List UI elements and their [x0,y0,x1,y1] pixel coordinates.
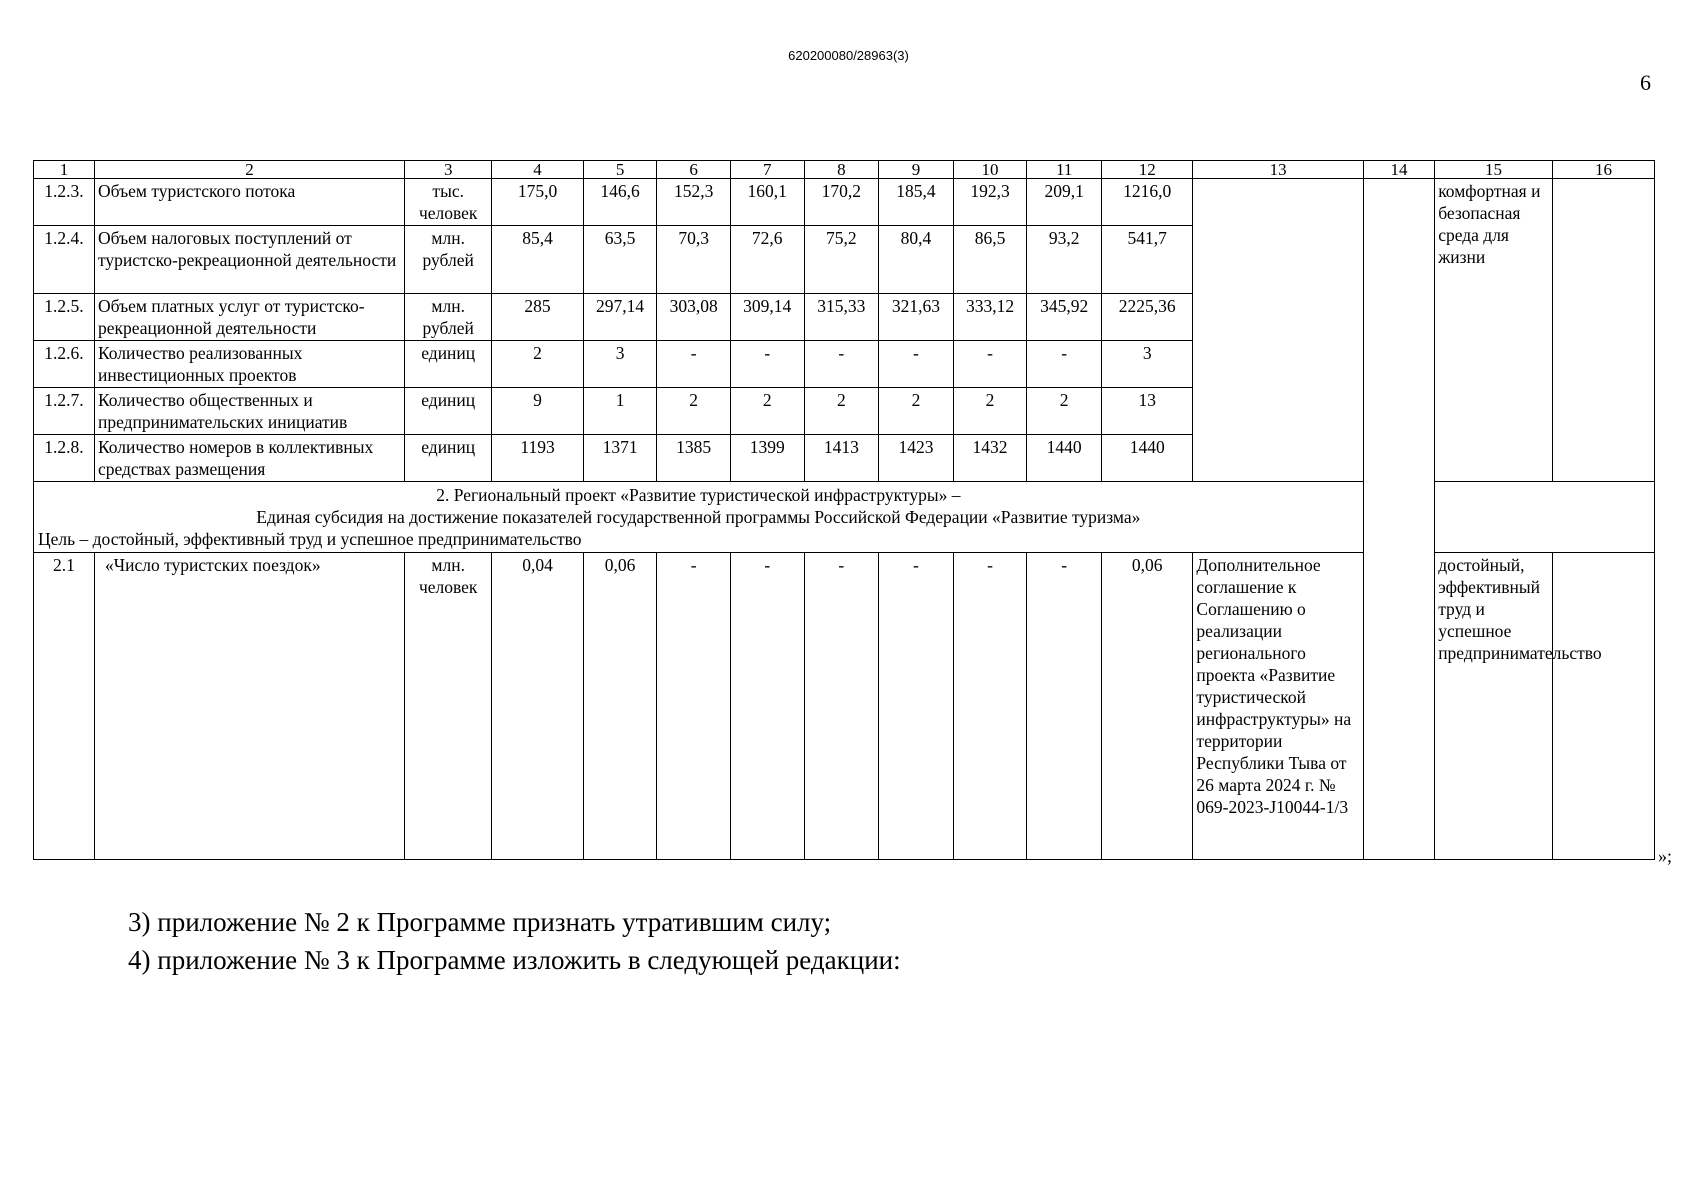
value-cell: - [657,553,731,860]
value-cell: 192,3 [953,179,1027,226]
value-cell: 297,14 [583,294,657,341]
col13-blank-cell [1193,179,1363,482]
value-cell: 1 [583,388,657,435]
value-cell: 2225,36 [1101,294,1192,341]
header-cell: 6 [657,161,731,179]
indicator-name: Количество общественных и предпринимательских инициатив [94,388,404,435]
row-number: 1.2.8. [34,435,95,482]
value-cell: 160,1 [730,179,804,226]
value-cell: 209,1 [1027,179,1102,226]
value-cell: - [804,341,879,388]
value-cell: 2 [730,388,804,435]
unit-cell: млн. человек [405,553,492,860]
value-cell: 1423 [879,435,954,482]
agreement-cell: Дополнительное соглашение к Соглашению о реализации регионального проекта «Развитие туристической инфраструктуры» на территории Республики Тыва от 26 марта 2024 г. № 069-2023-J10044-1/3 [1193,553,1363,860]
unit-cell: единиц [405,341,492,388]
value-cell: - [879,341,954,388]
value-cell: 309,14 [730,294,804,341]
value-cell: 0,06 [583,553,657,860]
indicator-name: Объем платных услуг от туристско-рекреационной деятельности [94,294,404,341]
indicator-name: Количество номеров в коллективных средствах размещения [94,435,404,482]
value-cell: 285 [492,294,583,341]
value-cell: 9 [492,388,583,435]
section-title: 2. Региональный проект «Развитие туристической инфраструктуры» – [436,485,961,505]
value-cell: 1440 [1101,435,1192,482]
row-number: 1.2.7. [34,388,95,435]
value-cell: 541,7 [1101,226,1192,294]
row-number: 1.2.3. [34,179,95,226]
indicators-table [33,160,1655,860]
section-subtitle: Единая субсидия на достижение показателей государственной программы Российской Федерации «Развитие туризма» [256,507,1141,527]
value-cell: 146,6 [583,179,657,226]
indicator-name: «Число туристских поездок» [94,553,404,860]
header-cell: 5 [583,161,657,179]
unit-cell: млн. рублей [405,226,492,294]
value-cell: - [730,553,804,860]
value-cell: 85,4 [492,226,583,294]
value-cell: 3 [1101,341,1192,388]
value-cell: 0,04 [492,553,583,860]
value-cell: 3 [583,341,657,388]
value-cell: 80,4 [879,226,954,294]
value-cell: - [1027,553,1102,860]
value-cell: 333,12 [953,294,1027,341]
col14-blank-cell [1363,179,1434,860]
value-cell: 2 [804,388,879,435]
header-cell: 1 [34,161,95,179]
header-cell: 12 [1101,161,1192,179]
unit-cell: млн. рублей [405,294,492,341]
header-cell: 3 [405,161,492,179]
section-blank-cell [1435,482,1655,553]
unit-cell: единиц [405,435,492,482]
value-cell: 1216,0 [1101,179,1192,226]
value-cell: - [879,553,954,860]
header-cell: 4 [492,161,583,179]
value-cell: - [804,553,879,860]
header-cell: 7 [730,161,804,179]
value-cell: 0,06 [1101,553,1192,860]
value-cell: 1371 [583,435,657,482]
value-cell: 63,5 [583,226,657,294]
value-cell: 1399 [730,435,804,482]
paragraph-3: 3) приложение № 2 к Программе признать утратившим силу; [128,907,832,937]
value-cell: 185,4 [879,179,954,226]
value-cell: 93,2 [1027,226,1102,294]
value-cell: 72,6 [730,226,804,294]
row-number: 1.2.5. [34,294,95,341]
header-cell: 2 [94,161,404,179]
value-cell: - [953,341,1027,388]
header-cell: 16 [1552,161,1654,179]
indicator-name: Объем налоговых поступлений от туристско-рекреационной деятельности [94,226,404,294]
document-number: 620200080/28963(3) [788,48,909,63]
goal-cell: достойный, эффективный труд и успешное предпринимательство [1435,553,1553,860]
row-number: 1.2.6. [34,341,95,388]
section-heading [34,482,1364,553]
indicator-name: Количество реализованных инвестиционных проектов [94,341,404,388]
unit-cell: единиц [405,388,492,435]
col16-blank-cell [1552,553,1654,860]
value-cell: 70,3 [657,226,731,294]
value-cell: 321,63 [879,294,954,341]
header-cell: 13 [1193,161,1363,179]
col16-blank-cell [1552,179,1654,482]
table-row [34,179,1655,226]
header-cell: 15 [1435,161,1553,179]
value-cell: 345,92 [1027,294,1102,341]
value-cell: 315,33 [804,294,879,341]
value-cell: - [953,553,1027,860]
value-cell: 152,3 [657,179,731,226]
row-number: 1.2.4. [34,226,95,294]
header-cell: 10 [953,161,1027,179]
value-cell: 86,5 [953,226,1027,294]
value-cell: 13 [1101,388,1192,435]
header-cell: 8 [804,161,879,179]
page-number: 6 [1640,70,1651,95]
row-number: 2.1 [34,553,95,860]
value-cell: 1193 [492,435,583,482]
value-cell: 175,0 [492,179,583,226]
value-cell: 303,08 [657,294,731,341]
value-cell: 2 [657,388,731,435]
value-cell: 1413 [804,435,879,482]
value-cell: - [1027,341,1102,388]
section-goal: Цель – достойный, эффективный труд и успешное предпринимательство [38,529,582,549]
value-cell: 1440 [1027,435,1102,482]
value-cell: 75,2 [804,226,879,294]
paragraph-4: 4) приложение № 3 к Программе изложить в следующей редакции: [128,945,901,975]
value-cell: - [657,341,731,388]
value-cell: - [730,341,804,388]
value-cell: 1385 [657,435,731,482]
value-cell: 170,2 [804,179,879,226]
value-cell: 2 [953,388,1027,435]
closing-quote-mark: »; [1658,846,1673,866]
value-cell: 1432 [953,435,1027,482]
value-cell: 2 [879,388,954,435]
goal-cell: комфортная и безопасная среда для жизни [1435,179,1553,482]
unit-cell: тыс. человек [405,179,492,226]
indicator-name: Объем туристского потока [94,179,404,226]
header-row [34,161,1655,179]
value-cell: 2 [492,341,583,388]
header-cell: 9 [879,161,954,179]
header-cell: 11 [1027,161,1102,179]
header-cell: 14 [1363,161,1434,179]
value-cell: 2 [1027,388,1102,435]
